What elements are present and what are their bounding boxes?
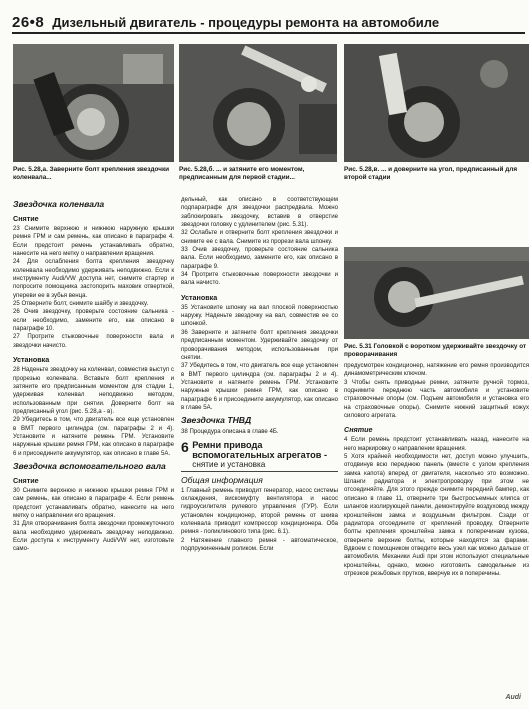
section-heading: Звездочка вспомогательного вала <box>13 460 166 471</box>
paragraph: 2 Натяжение главного ремня - автоматическое, подпружиненным роликом. Если <box>181 536 338 552</box>
paragraph: 3 Чтобы снять приводные ремни, затяните ручной тормоз, поднимите переднюю часть автомобиля и установите страховочные опоры (см. Подъем автомобиля и установка его на страховочные опоры). Снимите нижний защитный кожух силового агрегата. <box>344 378 529 420</box>
figure-caption: Рис. 5.28,в. ... и доверните на угол, предписанный для второй стадии <box>344 166 518 181</box>
text-column-3 <box>344 362 529 578</box>
paragraph: предусмотрен кондиционер, натяжение его ремня производится динамометрическим ключом. <box>344 362 529 378</box>
section-subtitle: снятие и установка <box>192 459 266 469</box>
photo-torque-wrench <box>179 44 337 162</box>
paragraph: 34 Протрите стыковочные поверхности звездочки и вала начисто. <box>181 271 338 287</box>
section-number: 6 <box>181 438 189 455</box>
brand-logo: Audi <box>505 694 521 701</box>
paragraph: 23 Снимите верхнюю и нижнюю наружную крышки ремня ГРМ и сам ремень, как описано в параграфе 4. Если предстоит ремень устанавливать обратно, нанесите на него метку о направлении вращения. <box>13 225 174 258</box>
section-heading: Звездочка ТНВД <box>181 415 252 426</box>
paragraph: 33 Очив звездочку, проверьте состояние сальника вала. Если необходимо, замените его, как описано в параграфе 9. <box>181 246 338 270</box>
photo-angle-gauge <box>344 44 529 162</box>
figure-caption: Рис. 5.28,б. ... и затяните его моментом, предписанным для первой стадии... <box>179 166 305 181</box>
subsection-heading: Снятие <box>13 214 39 223</box>
text-column-1 <box>13 196 174 554</box>
section-heading: Общая информация <box>181 474 263 485</box>
photo-socket-hold <box>344 247 529 339</box>
paragraph: 4 Если ремень предстоит устанавливать назад, нанесите на него маркировку о направлении вращения. <box>344 436 529 452</box>
subsection-heading: Установка <box>181 292 218 302</box>
paragraph: 5 Хотя крайней необходимости нет, доступ можно улучшить, отодвинув всю переднюю панель (вместе с узлом крепления замка капота) вперед от двигателя, насколько это возможно. Шланги радиатора и электропроводку при этом не отсоединяйте. Для этого прежде снимите передний бампер, как описано в главе 11, отверните три быстросъемных клипса от шлангов изолирующей панели, демонтируйте воздуховод между кронштейном замка и воздушным фильтром. Сзади от радиатора отсоедините от креплений проводку. Отверните болты крепления кронштейна замка к поперечинам кузова, отверните верхние болты, которые находятся за фарами. Вдвоем с помощником отведите весь узел как можно дальше от автомобиля. Механики Audi при этом используют специальные кронштейны, однако, можно изготовить самодельные из отрезков резьбовых прутков, вверчув их в поперечины. <box>344 453 529 577</box>
section-title: Ремни привода вспомогательных агрегатов - <box>192 439 328 460</box>
paragraph: 35 Установите шпонку на вал плоской поверхностью наружу. Наденьте звездочку на вал, совместив ее со шпонкой. <box>181 303 338 328</box>
paragraph: 25 Отверните болт, снимите шайбу и звездочку. <box>13 300 149 308</box>
page-number: 26•8 <box>12 13 45 31</box>
figure-caption: Рис. 5.31 Головкой с воротком удерживайте звездочку от проворачивания <box>344 343 527 358</box>
divider <box>181 471 338 472</box>
subsection-heading: Снятие <box>13 475 39 485</box>
paragraph: 24 Для ослабления болта крепления звездочку коленвала необходимо удерживать неподвижно. Если к инструменту Audi/VW доступа нет, снимите стартер и попросите помощника застопорить маховик отверткой, упереви ее в зубья венца. <box>13 258 174 299</box>
text-column-2 <box>181 196 338 553</box>
paragraph: 31 Для отворачивания болта звездочки промежуточного вала необходимо удерживать звездочку неподвижно. Если доступа к инструменту Audi/VW нет, изготовьте само- <box>13 520 174 553</box>
paragraph: 36 Заверните и затяните болт крепления звездочки предписанным моментом. Удерживайте звездочку от проворачивания методом, использованным при снятии. <box>181 328 338 361</box>
subsection-heading: Снятие <box>344 425 373 435</box>
chapter-title: Дизельный двигатель - процедуры ремонта на автомобиле <box>52 14 440 30</box>
photo-crank-bolt <box>13 44 174 162</box>
page-header <box>12 12 525 34</box>
chapter-section-heading <box>181 440 338 470</box>
paragraph: 32 Ослабьте и отверните болт крепления звездочки и снимите ее с вала. Снимите из прорези вала шпонку. <box>181 229 338 245</box>
paragraph: 1 Главный ремень приводит генератор, насос системы охлаждения, вискомуфту вентилятора и насос гидроусилителя рулевого управления (ГУР). Если установлен кондиционер, второй ремень от шкива коленвала приводит компрессор кондиционера. Оба ремня - поликлинового типа (рис. 6.1). <box>181 486 338 536</box>
paragraph: 29 Убедитесь в том, что двигатель все еще установлен в ВМТ первого цилиндра (см. параграфы 2 и 4). Установите и натяните ремень ГРМ. Установите наружные крышки ремня ГРМ, как описано в параграфе 6 и присоедините аккумулятор, как описано в главе 5А. <box>13 416 174 457</box>
paragraph: 28 Наденьте звездочку на коленвал, совместив выступ с прорезью коленвала. Вставьте болт крепления и затяните его предписанным моментом для стадии 1, удерживая коленвал неподвижно методом, использованным при снятии. Доверните болт на предписанный угол (рис. 5.28,а - в). <box>13 366 174 415</box>
paragraph: 37 Убедитесь в том, что двигатель все еще установлен в ВМТ первого цилиндра (см. параграфы 2 и 4). Установите и натяните ремень ГРМ. Установите наружные крышки ремня ГРМ, как описано в параграфе 6 и присоедините аккумулятор, как описано в главе 5А. <box>181 362 338 411</box>
paragraph: 30 Снимите верхнюю и нижнюю крышки ремня ГРМ и сам ремень, как описано в параграфе 4. Если ремень предстоит устанавливать обратно, нанесите на него метку о направлении его вращения. <box>13 486 174 519</box>
section-heading: Звездочка коленвала <box>13 199 105 209</box>
paragraph: 26 Очив звездочку, проверьте состояние сальника - если необходимо, замените его, как описано в параграфе 10. <box>13 308 174 333</box>
paragraph: дельный, как описано в соответствующем подпараграфе для звездочки распредвала. Можно заблокировать звездочку, вставив в отверстие звездочки головку с удлинителем (рис. 5.31). <box>181 196 338 229</box>
subsection-heading: Установка <box>13 355 50 365</box>
figure-caption: Рис. 5.28,а. Заверните болт крепления звездочки коленвала... <box>13 166 170 181</box>
paragraph: 38 Процедура описана в главе 4Б. <box>181 428 279 436</box>
paragraph: 27 Протрите стыковочные поверхности вала и звездочки начисто. <box>13 333 174 349</box>
